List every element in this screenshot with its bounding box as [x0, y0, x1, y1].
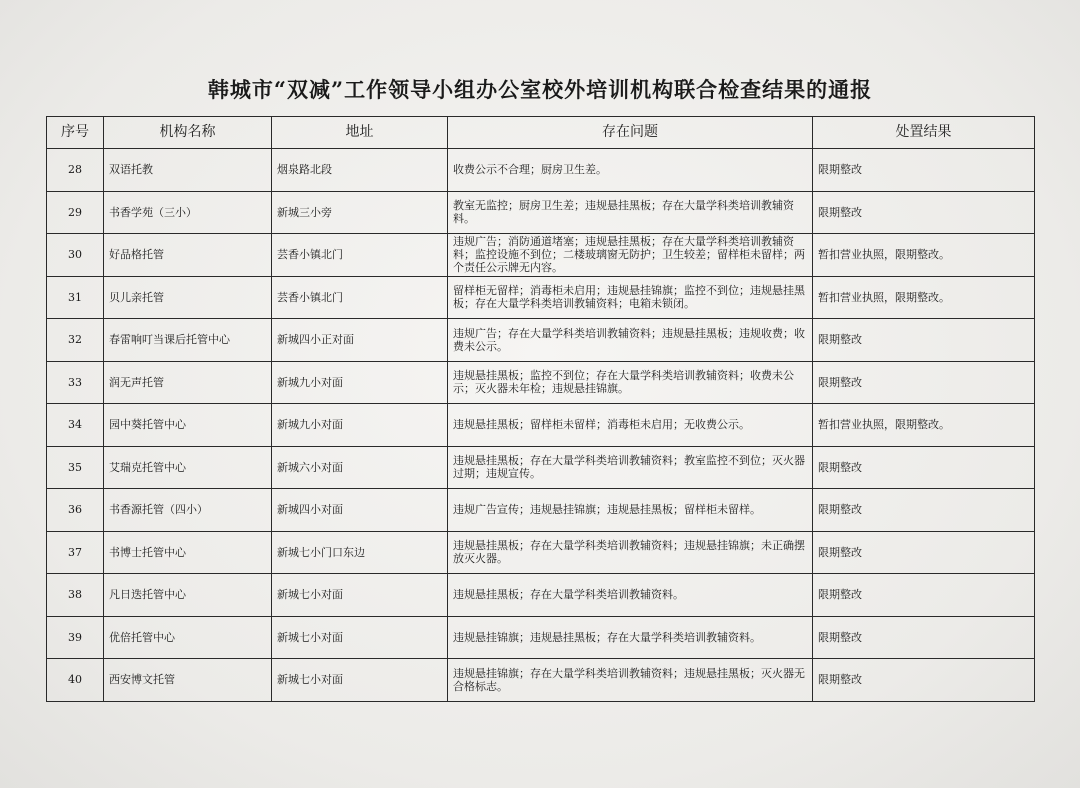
row-address: 新城九小对面 [272, 361, 448, 404]
row-issues: 违规悬挂黑板；存在大量学科类培训教辅资料；违规悬挂锦旗；未正确摆放灭火器。 [448, 531, 813, 574]
table-row [47, 404, 1035, 447]
table-row [47, 574, 1035, 617]
row-address: 新城七小门口东边 [272, 531, 448, 574]
row-result: 暂扣营业执照，限期整改。 [813, 234, 1035, 277]
row-issues: 违规广告；存在大量学科类培训教辅资料；违规悬挂黑板；违规收费；收费未公示。 [448, 319, 813, 362]
header-result: 处置结果 [813, 117, 1035, 149]
header-no: 序号 [47, 117, 104, 149]
row-no: 33 [47, 361, 104, 404]
row-no: 35 [47, 446, 104, 489]
row-no: 29 [47, 191, 104, 234]
row-name: 园中葵托管中心 [104, 404, 272, 447]
row-issues: 留样柜无留样；消毒柜未启用；违规悬挂锦旗；监控不到位；违规悬挂黑板；存在大量学科类培训教辅资料；电箱未锁闭。 [448, 276, 813, 319]
row-result: 暂扣营业执照，限期整改。 [813, 276, 1035, 319]
row-no: 30 [47, 234, 104, 277]
row-address: 新城四小正对面 [272, 319, 448, 362]
table-body [47, 149, 1035, 702]
row-issues: 违规广告；消防通道堵塞；违规悬挂黑板；存在大量学科类培训教辅资料；监控设施不到位；二楼玻璃窗无防护；卫生较差；留样柜未留样；两个责任公示牌无内容。 [448, 234, 813, 277]
row-name: 春雷响叮当课后托管中心 [104, 319, 272, 362]
row-result: 限期整改 [813, 446, 1035, 489]
row-no: 31 [47, 276, 104, 319]
row-name: 好品格托管 [104, 234, 272, 277]
table-row [47, 149, 1035, 192]
row-address: 新城六小对面 [272, 446, 448, 489]
row-address: 芸香小镇北门 [272, 234, 448, 277]
row-address: 烟泉路北段 [272, 149, 448, 192]
header-name: 机构名称 [104, 117, 272, 149]
inspection-results-table [46, 116, 1035, 702]
row-result: 限期整改 [813, 659, 1035, 702]
row-name: 书香源托管（四小） [104, 489, 272, 532]
table-row [47, 361, 1035, 404]
row-result: 暂扣营业执照，限期整改。 [813, 404, 1035, 447]
row-address: 新城七小对面 [272, 574, 448, 617]
row-no: 38 [47, 574, 104, 617]
row-issues: 违规悬挂黑板；存在大量学科类培训教辅资料。 [448, 574, 813, 617]
row-issues: 收费公示不合理；厨房卫生差。 [448, 149, 813, 192]
row-no: 34 [47, 404, 104, 447]
row-address: 芸香小镇北门 [272, 276, 448, 319]
row-address: 新城四小对面 [272, 489, 448, 532]
row-issues: 违规悬挂锦旗；存在大量学科类培训教辅资料；违规悬挂黑板；灭火器无合格标志。 [448, 659, 813, 702]
row-name: 贝儿亲托管 [104, 276, 272, 319]
row-name: 润无声托管 [104, 361, 272, 404]
row-result: 限期整改 [813, 191, 1035, 234]
row-address: 新城七小对面 [272, 616, 448, 659]
table-row [47, 446, 1035, 489]
row-no: 40 [47, 659, 104, 702]
row-issues: 违规悬挂锦旗；违规悬挂黑板；存在大量学科类培训教辅资料。 [448, 616, 813, 659]
row-no: 39 [47, 616, 104, 659]
row-no: 37 [47, 531, 104, 574]
row-address: 新城三小旁 [272, 191, 448, 234]
table-row [47, 234, 1035, 277]
row-name: 书博士托管中心 [104, 531, 272, 574]
table-row [47, 489, 1035, 532]
header-issues: 存在问题 [448, 117, 813, 149]
table-row [47, 276, 1035, 319]
row-issues: 违规悬挂黑板；存在大量学科类培训教辅资料；教室监控不到位；灭火器过期；违规宣传。 [448, 446, 813, 489]
row-result: 限期整改 [813, 489, 1035, 532]
table-row [47, 191, 1035, 234]
row-issues: 违规悬挂黑板；监控不到位；存在大量学科类培训教辅资料；收费未公示；灭火器未年检；违规悬挂锦旗。 [448, 361, 813, 404]
row-name: 双语托教 [104, 149, 272, 192]
row-result: 限期整改 [813, 574, 1035, 617]
row-result: 限期整改 [813, 531, 1035, 574]
row-issues: 违规广告宣传；违规悬挂锦旗；违规悬挂黑板；留样柜未留样。 [448, 489, 813, 532]
row-result: 限期整改 [813, 361, 1035, 404]
row-issues: 教室无监控；厨房卫生差；违规悬挂黑板；存在大量学科类培训教辅资料。 [448, 191, 813, 234]
row-name: 优倍托管中心 [104, 616, 272, 659]
table-header-row [47, 117, 1035, 149]
table-row [47, 616, 1035, 659]
row-no: 36 [47, 489, 104, 532]
table-row [47, 531, 1035, 574]
row-name: 书香学苑（三小） [104, 191, 272, 234]
document-title: 韩城市“双减”工作领导小组办公室校外培训机构联合检查结果的通报 [207, 77, 873, 102]
row-name: 艾瑞克托管中心 [104, 446, 272, 489]
row-name: 凡日迭托管中心 [104, 574, 272, 617]
row-no: 32 [47, 319, 104, 362]
row-result: 限期整改 [813, 616, 1035, 659]
table-row [47, 319, 1035, 362]
row-result: 限期整改 [813, 149, 1035, 192]
header-address: 地址 [272, 117, 448, 149]
row-result: 限期整改 [813, 319, 1035, 362]
row-address: 新城七小对面 [272, 659, 448, 702]
row-issues: 违规悬挂黑板；留样柜未留样；消毒柜未启用；无收费公示。 [448, 404, 813, 447]
row-name: 西安博文托管 [104, 659, 272, 702]
row-no: 28 [47, 149, 104, 192]
row-address: 新城九小对面 [272, 404, 448, 447]
table-row [47, 659, 1035, 702]
